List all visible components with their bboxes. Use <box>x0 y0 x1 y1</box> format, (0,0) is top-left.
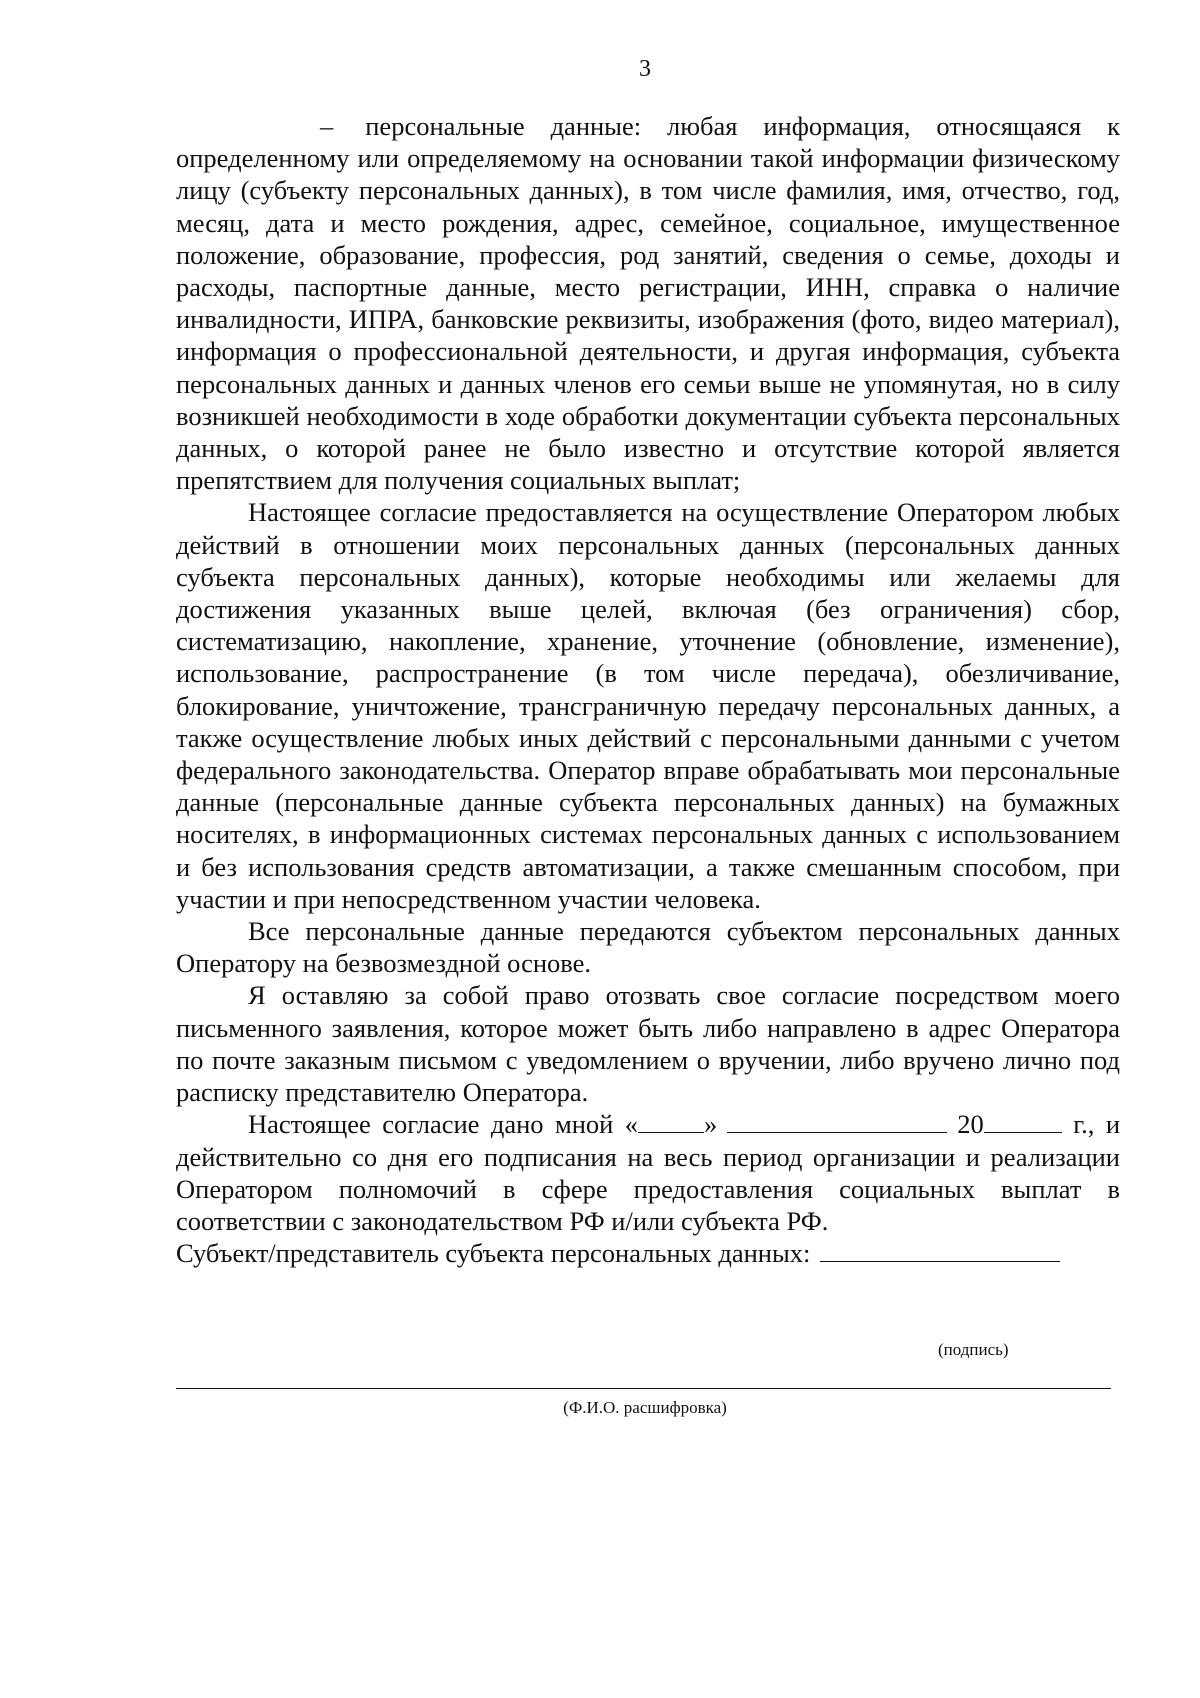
paragraph-revocation: Я оставляю за собой право отозвать свое согласие посредством моего письменного заявления, которое может быть либо направлено в адрес Оператора по почте заказным письмом с уведомлением о вручении, либо вручено лично под расписку представителю Оператора. <box>176 980 1120 1108</box>
page-number: 3 <box>639 56 651 82</box>
document-body <box>176 110 1120 1269</box>
fio-blank-line[interactable] <box>176 1388 1111 1389</box>
paragraph-text: персональные данные: любая информация, относящаяся к определенному или определяемому на основании такой информации физическому лицу (субъекту персональных данных), в том числе фамилия, имя, отчество, год, месяц, дата и место рождения, адрес, семейное, социальное, имущественное положение, образование, профессия, род занятий, сведения о семье, доходы и расходы, паспортные данные, место регистрации, ИНН, справка о наличие инвалидности, ИПРА, банковские реквизиты, изображения (фото, видео материал), информация о профессиональной деятельности, и другая информация, субъекта персональных данных и данных членов его семьи выше не упомянутая, но в силу возникшей необходимости в ходе обработки документации субъекта персональных данных, о которой ранее не было известно и отсутствие которой является препятствием для получения социальных выплат; <box>176 111 1120 496</box>
paragraph-personal-data-definition <box>176 110 1120 496</box>
year-blank[interactable] <box>984 1110 1062 1133</box>
paragraph-consent-date <box>176 1108 1120 1237</box>
subject-label: Субъект/представитель субъекта персональных данных: <box>176 1238 811 1269</box>
signature-caption: (подпись) <box>938 1340 1009 1359</box>
year-suffix: г., <box>1061 1109 1095 1140</box>
paragraph-consent-scope: Настоящее согласие предоставляется на осуществление Оператором любых действий в отношении моих персональных данных (персональных данных субъекта персональных данных), которые необходимы или желаемы для достижения указанных выше целей, включая (без ограничения) сбор, систематизацию, накопление, хранение, уточнение (обновление, изменение), использование, распространение (в том числе передача), обезличивание, блокирование, уничтожение, трансграничную передачу персональных данных, а также осуществление любых иных действий с персональными данными с учетом федерального законодательства. Оператор вправе обрабатывать мои персональные данные (персональные данные субъекта персональных данных) на бумажных носителях, в информационных системах персональных данных с использованием и без использования средств автоматизации, а также смешанным способом, при участии и при непосредственном участии человека. <box>176 497 1120 914</box>
month-blank[interactable] <box>727 1110 947 1133</box>
list-dash: – <box>320 111 334 141</box>
year-prefix: 20 <box>957 1109 984 1140</box>
date-quote-close: » <box>704 1109 718 1140</box>
date-prefix: Настоящее согласие дано мной « <box>248 1109 639 1140</box>
date-continuation: и действительно со дня его подписания на весь период организации и реализации Оператором полномочий в сфере предоставления социальных выплат в соответствии с законодательством РФ и/или субъекта РФ. <box>176 1109 1120 1236</box>
signature-blank[interactable] <box>820 1239 1060 1262</box>
fio-caption: (Ф.И.О. расшифровка) <box>563 1398 727 1417</box>
paragraph-free-of-charge: Все персональные данные передаются субъектом персональных данных Оператору на безвозмездной основе. <box>176 916 1120 979</box>
subject-signature-line <box>176 1237 1120 1269</box>
day-blank[interactable] <box>638 1110 704 1133</box>
